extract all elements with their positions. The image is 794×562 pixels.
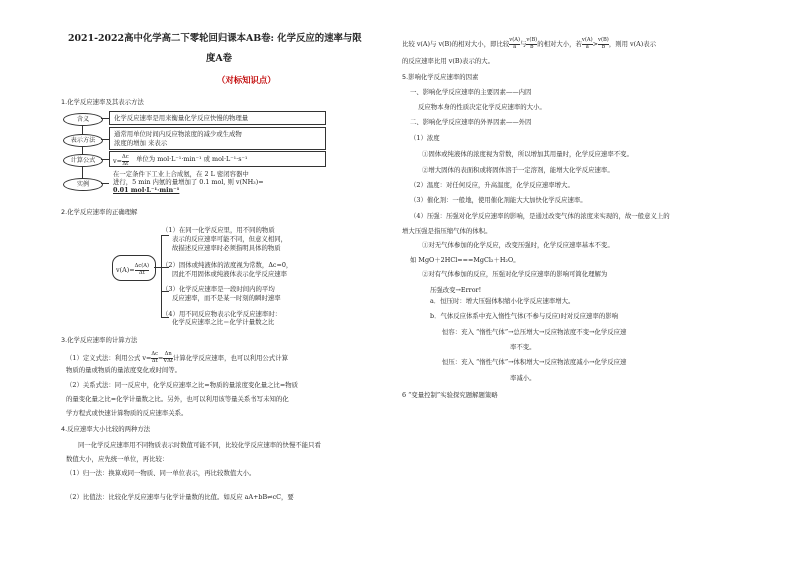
s2-center-num: Δc(A) <box>134 263 150 269</box>
s3-frac2-num: Δn <box>164 351 172 357</box>
s2-item2-l2: 因此不用固体或纯液体表示化学反应速率 <box>172 270 288 278</box>
section5-heading: 5.影响化学反应速率的因素 <box>402 73 479 81</box>
r-line1 <box>402 38 656 50</box>
r1-frac1-num: v(A) <box>509 37 520 43</box>
formula-num: Δc <box>121 154 129 160</box>
section1-heading: 1.化学反应速率及其表示方法 <box>61 98 144 106</box>
s1-text-example-3: 0.01 mol·L⁻¹·min⁻¹ <box>113 186 180 194</box>
s3-frac1-num: Δc <box>151 351 159 357</box>
section3-heading: 3.化学反应速率的计算方法 <box>61 336 138 344</box>
s1-link <box>101 118 109 119</box>
s5-outer-cause: 二、影响化学反应速率的外界因素——外因 <box>410 118 532 126</box>
c4-j: 率不变。 <box>510 343 536 351</box>
r1-frac1-den: a <box>513 43 517 50</box>
section6-heading: 6 “变量控制”实验探究题解题策略 <box>402 391 498 399</box>
s3-frac2-den: VΔt <box>163 357 173 364</box>
section4-heading: 4.反应速率大小比较的两种方法 <box>61 425 151 433</box>
c4-e: ②对有气体参加的反应，压强对化学反应速率的影响可简化理解为 <box>422 270 608 278</box>
s1-box-formula <box>109 151 326 167</box>
s4-p-line2: 数值大小，应先统一单位，再比较： <box>66 455 169 463</box>
c1-a: ①固体或纯液体的浓度视为常数，所以增加其用量时，化学反应速率不变。 <box>422 150 633 158</box>
s1-connector <box>82 118 83 184</box>
s3-p1-intro: （1）定义式法：利用公式 v= <box>66 354 152 362</box>
r1-intro: 比较 v(A)与 v(B)的相对大小，即比较 <box>402 40 510 48</box>
c3: （3）催化剂：一般地，使用催化剂能大大加快化学反应速率。 <box>410 196 587 204</box>
s2-center-den: Δt <box>138 269 145 276</box>
s2-item4-l2: 化学反应速率之比＝化学计量数之比 <box>172 318 275 326</box>
s2-item1-l2: 表示的反应速率可能不同，但意义相同， <box>172 235 288 243</box>
formula-v-label: v= <box>113 157 122 165</box>
s3-p2-line3: 学方程式或快速计算物质的反应速率关系。 <box>66 409 188 417</box>
s1-text-method-2: 浓度的增加 来表示 <box>114 139 168 147</box>
s5-inner-cause: 一、影响化学反应速率的主要因素——内因 <box>410 88 532 96</box>
c2: （2）温度：对任何反应，升高温度，化学反应速率增大。 <box>410 181 574 189</box>
r1-frac4-num: v(B) <box>598 37 609 43</box>
c4-i: 恒容：充入 “惰性气体”→总压增大→反应物浓度不变→化学反应速 <box>442 328 627 336</box>
s4-method1: （1）归一法：换算成同一物质、同一单位表示，再比较数值大小。 <box>66 469 256 477</box>
r1-frac4-den: b <box>601 43 606 50</box>
s2-center-formula <box>112 255 156 281</box>
r1-mid: 与 <box>520 40 527 48</box>
r1-gt: > <box>592 40 599 48</box>
s1-text-method-1: 通常用单位时间内反应物浓度的减少或生成物 <box>114 130 242 138</box>
s2-item4-l1: （4）用不同反应物表示化学反应速率时： <box>162 310 282 318</box>
page-title-line2: 度A卷 <box>206 53 233 64</box>
s3-p2-line1: （2）关系式法：同一反应中，化学反应速率之比=物质的量浓度变化量之比=物质 <box>66 381 299 389</box>
r1-frac2-num: v(B) <box>526 37 538 43</box>
c4-b: 增大压强是指压缩气体的体积。 <box>402 227 492 235</box>
s1-label-formula: 计算公式 <box>63 154 103 167</box>
s1-label-method: 表示方法 <box>63 134 103 147</box>
s1-text-meaning: 化学反应速率是用来衡量化学反应快慢的物理量 <box>114 114 249 122</box>
page-title-line1: 2021-2022高中化学高二下零轮回归课本AB卷: 化学反应的速率与限 <box>68 33 362 44</box>
s3-p1-rest: 计算化学反应速率，也可以利用公式计算 <box>172 354 288 362</box>
s2-brace <box>161 235 162 317</box>
s4-p-line1: 同一化学反应速率用不同物质表示时数值可能不同，比较化学反应速率的快慢不能只看 <box>78 441 321 449</box>
r1-frac1 <box>509 38 520 50</box>
formula-den: Δt <box>122 160 129 167</box>
s2-brace <box>154 267 161 268</box>
s1-box-example <box>109 168 324 196</box>
s2-center-fraction <box>135 264 149 276</box>
r1-end: ，则用 v(A)表示 <box>608 40 657 48</box>
r1-frac3-den: a <box>585 43 589 50</box>
c4-a: （4）压强：压强对化学反应速率的影响，是通过改变气体的浓度来实现的，故一般意义上的 <box>410 212 670 220</box>
s3-p2-line2: 的量变化量之比=化学计量数之比。另外，也可以利用该等量关系书写未知的化 <box>66 395 289 403</box>
s5-inner-text: 反应物本身的性质决定化学反应速率的大小。 <box>418 103 546 111</box>
s1-label-meaning: 含义 <box>63 113 103 126</box>
formula-units: 单位为 mol·L⁻¹·min⁻¹ 或 mol·L⁻¹·s⁻¹ <box>136 155 248 163</box>
r-line2: 的反应速率比用 v(B)表示的大。 <box>402 57 495 65</box>
s1-label-example: 实例 <box>63 178 103 191</box>
r1-frac2 <box>526 38 537 50</box>
section2-heading: 2.化学反应速率的正确理解 <box>61 208 138 216</box>
s1-link <box>101 159 109 160</box>
r1-frac3 <box>582 38 593 50</box>
s3-frac1-den: Δt <box>151 357 158 364</box>
s3-eq: = <box>158 354 164 362</box>
s3-p1-line2: 物质的量或物质的量浓度变化或时间等。 <box>66 366 182 374</box>
s1-link <box>101 183 109 184</box>
s2-item1-l1: （1）在同一化学反应里，用不同的物质 <box>162 226 275 234</box>
r1-frac2-den: b <box>530 43 534 50</box>
s1-text-formula <box>136 155 247 163</box>
s1-text-example-2: 进行，5 min 内氨的量增加了 0.1 mol, 则 v(NH₃)= <box>113 178 264 186</box>
s1-box-meaning <box>109 111 326 125</box>
s2-item2-l1: （2）固体或纯液体的浓度视为常数，Δc=0， <box>162 261 293 269</box>
s2-item3-l2: 反应速率，而不是某一时刻的瞬时速率 <box>172 294 281 302</box>
r1-middle: 的相对大小，若 <box>537 40 582 48</box>
r1-frac3-num: v(A) <box>581 37 593 43</box>
s2-center-v: v(A)= <box>116 266 135 274</box>
c4-d: 如 MgO＋2HCl===MgCl₂＋H₂O。 <box>410 256 520 264</box>
c4-k: 恒压：充入 “惰性气体”→体积增大→反应物浓度减小→化学反应速 <box>442 358 627 366</box>
s3-frac2 <box>163 352 173 364</box>
s4-method2: （2）比值法：比较化学反应速率与化学计量数的比值。如反应 aA+bB⇌cC，要 <box>66 493 294 501</box>
formula-fraction <box>122 155 129 167</box>
s1-text-example-1: 在一定条件下工业上合成氨，在 2 L 密闭容器中 <box>113 170 249 178</box>
c4-c: ①对无气体参加的化学反应，改变压强时，化学反应速率基本不变。 <box>422 241 614 249</box>
s2-center-text <box>116 264 149 276</box>
s2-item3-l1: （3）化学反应速率是一段时间内的平均 <box>162 285 275 293</box>
c1-b: ②增大固体的表面积或将固体溶于一定溶剂，能增大化学反应速率。 <box>422 166 614 174</box>
c1-heading: （1）浓度 <box>410 134 440 142</box>
s2-brace <box>161 235 169 236</box>
c4-l: 率减小。 <box>510 374 536 382</box>
s2-item1-l3: 故描述反应速率时必须指明具体的物质 <box>172 244 281 252</box>
c4-h: b．气体反应体系中充入惰性气体(不参与反应)时对反应速率的影响 <box>430 312 619 320</box>
s1-formula-v <box>113 155 129 167</box>
c4-g: a．恒压时：增大压强体积缩小化学反应速率增大。 <box>430 297 575 305</box>
s3-p1-line1 <box>66 352 288 364</box>
s1-box-method <box>109 127 326 150</box>
page-subtitle: （对标知识点） <box>217 75 276 85</box>
c4-f: 压强改变→Error! <box>430 286 482 294</box>
s1-link <box>101 139 109 140</box>
r1-frac4 <box>598 38 609 50</box>
